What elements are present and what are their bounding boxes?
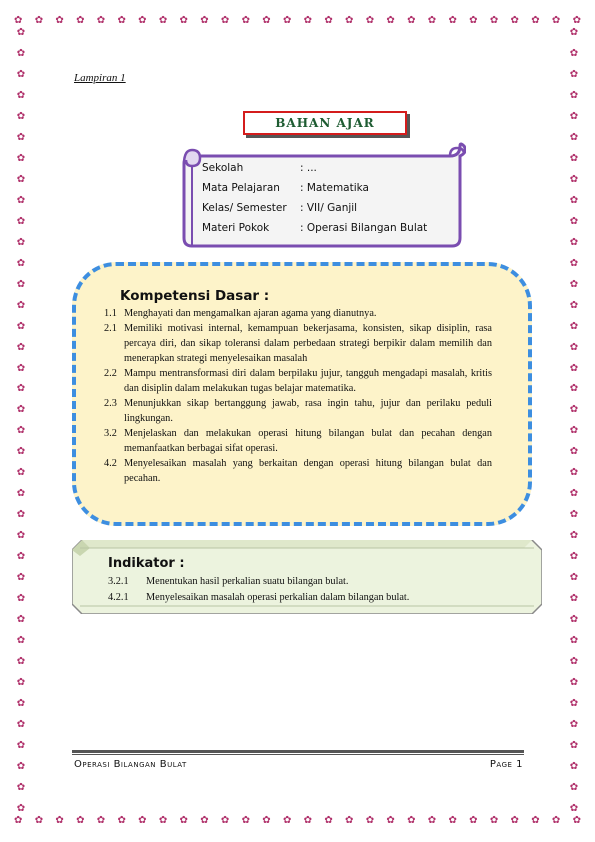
border-ornament-icon: ✿ [241, 15, 250, 26]
border-ornament-icon: ✿ [16, 173, 26, 185]
border-ornament-icon: ✿ [16, 656, 26, 668]
border-ornament-icon: ✿ [569, 572, 579, 584]
border-ornament-icon: ✿ [16, 718, 26, 730]
border-ornament-icon: ✿ [76, 815, 85, 826]
item-number: 2.1 [104, 323, 117, 334]
border-ornament-icon: ✿ [16, 488, 26, 500]
border-ornament-icon: ✿ [16, 781, 26, 793]
border-ornament-icon: ✿ [16, 236, 26, 248]
border-ornament-icon: ✿ [551, 15, 561, 26]
border-ornament-icon: ✿ [569, 760, 579, 772]
item-text: Menunjukkan sikap bertanggung jawab, rasa ingin tahu, jujur dan perilaku peduli lingkungan. [124, 398, 492, 424]
border-ornament-icon: ✿ [448, 815, 457, 826]
border-ornament-icon: ✿ [569, 739, 579, 751]
border-ornament-icon: ✿ [569, 425, 579, 437]
border-ornament-icon: ✿ [569, 152, 579, 164]
border-ornament-icon: ✿ [16, 593, 26, 605]
border-ornament-icon: ✿ [241, 815, 250, 826]
border-ornament-icon: ✿ [14, 815, 23, 826]
border-ornament-icon: ✿ [489, 815, 499, 826]
item-text: Menghayati dan mengamalkan ajaran agama yang dianutnya. [124, 308, 377, 319]
list-item [108, 574, 528, 590]
page-title: BAHAN AJAR [243, 111, 407, 135]
item-number: 2.3 [104, 398, 117, 409]
item-number: 1.1 [104, 308, 117, 319]
border-ornament-icon: ✿ [569, 215, 579, 227]
border-ornament-icon: ✿ [572, 815, 581, 826]
item-text: Menentukan hasil perkalian suatu bilangan bulat. [146, 576, 349, 587]
info-row [202, 218, 427, 238]
border-top [14, 14, 581, 28]
border-ornament-icon: ✿ [16, 362, 26, 374]
border-ornament-icon: ✿ [158, 815, 168, 826]
border-ornament-icon: ✿ [569, 383, 579, 395]
border-ornament-icon: ✿ [282, 815, 292, 826]
info-row [202, 178, 427, 198]
border-right [567, 28, 581, 814]
border-ornament-icon: ✿ [569, 677, 579, 689]
info-table [202, 158, 427, 238]
border-ornament-icon: ✿ [16, 341, 26, 353]
border-ornament-icon: ✿ [569, 781, 579, 793]
border-ornament-icon: ✿ [16, 467, 26, 479]
border-ornament-icon: ✿ [303, 15, 313, 26]
border-ornament-icon: ✿ [448, 15, 457, 26]
border-ornament-icon: ✿ [569, 467, 579, 479]
border-ornament-icon: ✿ [16, 739, 26, 751]
border-ornament-icon: ✿ [365, 815, 375, 826]
border-ornament-icon: ✿ [16, 68, 26, 80]
border-ornament-icon: ✿ [16, 551, 26, 563]
page-number: Page 1 [489, 759, 523, 770]
border-ornament-icon: ✿ [16, 215, 26, 227]
border-ornament-icon: ✿ [16, 802, 26, 814]
border-ornament-icon: ✿ [569, 27, 579, 38]
border-ornament-icon: ✿ [569, 47, 579, 59]
border-ornament-icon: ✿ [117, 815, 126, 826]
lampiran-label: Lampiran 1 [74, 72, 126, 84]
border-ornament-icon: ✿ [386, 815, 395, 826]
item-number: 3.2 [104, 428, 117, 439]
list-item [108, 590, 528, 606]
border-bottom [14, 814, 581, 828]
border-ornament-icon: ✿ [117, 15, 126, 26]
border-ornament-icon: ✿ [220, 815, 230, 826]
border-ornament-icon: ✿ [531, 15, 540, 26]
border-ornament-icon: ✿ [569, 89, 579, 101]
border-ornament-icon: ✿ [16, 47, 26, 59]
border-ornament-icon: ✿ [282, 15, 292, 26]
border-ornament-icon: ✿ [16, 152, 26, 164]
border-ornament-icon: ✿ [16, 320, 26, 332]
list-item [104, 366, 492, 396]
kompetensi-list [104, 306, 492, 486]
border-ornament-icon: ✿ [138, 15, 147, 26]
border-ornament-icon: ✿ [16, 530, 26, 542]
border-ornament-icon: ✿ [569, 593, 579, 605]
info-scroll [178, 142, 466, 250]
border-ornament-icon: ✿ [16, 760, 26, 772]
border-ornament-icon: ✿ [76, 15, 85, 26]
border-ornament-icon: ✿ [16, 404, 26, 416]
border-ornament-icon: ✿ [569, 68, 579, 80]
border-ornament-icon: ✿ [16, 131, 26, 143]
border-ornament-icon: ✿ [16, 677, 26, 689]
border-ornament-icon: ✿ [469, 15, 478, 26]
border-ornament-icon: ✿ [16, 278, 26, 290]
border-ornament-icon: ✿ [569, 110, 579, 122]
border-ornament-icon: ✿ [16, 425, 26, 437]
footer-divider-thin [72, 754, 524, 755]
border-ornament-icon: ✿ [262, 815, 271, 826]
border-ornament-icon: ✿ [569, 488, 579, 500]
item-number: 4.2 [104, 458, 117, 469]
border-ornament-icon: ✿ [34, 815, 44, 826]
item-number: 4.2.1 [108, 592, 129, 603]
item-number: 3.2.1 [108, 576, 129, 587]
border-ornament-icon: ✿ [16, 635, 26, 647]
border-ornament-icon: ✿ [469, 815, 478, 826]
border-ornament-icon: ✿ [386, 15, 395, 26]
border-ornament-icon: ✿ [531, 815, 540, 826]
info-value: : VII/ Ganjil [300, 202, 358, 214]
border-ornament-icon: ✿ [262, 15, 271, 26]
border-ornament-icon: ✿ [16, 110, 26, 122]
info-row [202, 198, 427, 218]
border-ornament-icon: ✿ [16, 194, 26, 206]
border-ornament-icon: ✿ [16, 572, 26, 584]
indikator-heading: Indikator : [108, 556, 185, 571]
item-text: Menjelaskan dan melakukan operasi hitung bilangan bulat dan pecahan dengan memanfaatkan berbagai sifat operasi. [124, 428, 492, 454]
border-ornament-icon: ✿ [14, 15, 23, 26]
list-item [104, 321, 492, 366]
border-ornament-icon: ✿ [510, 815, 519, 826]
border-ornament-icon: ✿ [569, 802, 579, 814]
border-ornament-icon: ✿ [16, 698, 26, 709]
border-ornament-icon: ✿ [569, 362, 579, 374]
border-ornament-icon: ✿ [407, 815, 416, 826]
border-ornament-icon: ✿ [55, 15, 64, 26]
border-ornament-icon: ✿ [179, 15, 188, 26]
border-ornament-icon: ✿ [569, 551, 579, 563]
info-key: Materi Pokok [202, 222, 270, 234]
info-key: Mata Pelajaran [202, 182, 280, 194]
item-number: 2.2 [104, 368, 117, 379]
border-ornament-icon: ✿ [16, 27, 26, 38]
border-ornament-icon: ✿ [569, 194, 579, 206]
border-ornament-icon: ✿ [16, 257, 26, 269]
border-ornament-icon: ✿ [551, 815, 561, 826]
border-left [14, 28, 28, 814]
item-text: Menyelesaikan masalah yang berkaitan dengan operasi hitung bilangan bulat dan pecahan. [124, 458, 492, 484]
border-ornament-icon: ✿ [16, 509, 26, 521]
kompetensi-heading: Kompetensi Dasar : [120, 288, 270, 304]
border-ornament-icon: ✿ [569, 173, 579, 185]
border-ornament-icon: ✿ [16, 299, 26, 311]
border-ornament-icon: ✿ [345, 15, 354, 26]
border-ornament-icon: ✿ [16, 383, 26, 395]
border-ornament-icon: ✿ [324, 15, 333, 26]
border-ornament-icon: ✿ [96, 815, 106, 826]
border-ornament-icon: ✿ [16, 614, 26, 626]
border-ornament-icon: ✿ [365, 15, 375, 26]
footer-title: Operasi Bilangan Bulat [74, 759, 187, 770]
border-ornament-icon: ✿ [96, 15, 106, 26]
list-item [104, 306, 492, 321]
footer-divider [72, 750, 524, 753]
indikator-list [108, 574, 528, 606]
border-ornament-icon: ✿ [303, 815, 313, 826]
item-text: Memiliki motivasi internal, kemampuan bekerjasama, konsisten, sikap disiplin, rasa percaya diri, dan sikap toleransi dalam perbedaan strategi berpikir dalam memilih dan menerapkan strategi menyelesaikan masalah [124, 323, 492, 364]
border-ornament-icon: ✿ [569, 341, 579, 353]
border-ornament-icon: ✿ [569, 278, 579, 290]
border-ornament-icon: ✿ [138, 815, 147, 826]
info-value: : Operasi Bilangan Bulat [300, 222, 428, 234]
border-ornament-icon: ✿ [179, 815, 188, 826]
info-row [202, 158, 427, 178]
item-text: Mampu mentransformasi diri dalam berpilaku jujur, tangguh mengadapi masalah, kritis dan disiplin dalam melakukan tugas belajar matematika. [124, 368, 492, 394]
border-ornament-icon: ✿ [345, 815, 354, 826]
border-ornament-icon: ✿ [158, 15, 168, 26]
border-ornament-icon: ✿ [569, 320, 579, 332]
border-ornament-icon: ✿ [16, 446, 26, 458]
info-value: : Matematika [300, 182, 369, 194]
border-ornament-icon: ✿ [569, 257, 579, 269]
border-ornament-icon: ✿ [569, 718, 579, 730]
info-key: Kelas/ Semester [202, 202, 287, 214]
border-ornament-icon: ✿ [55, 815, 64, 826]
border-ornament-icon: ✿ [489, 15, 499, 26]
border-ornament-icon: ✿ [572, 15, 581, 26]
info-value: : ... [300, 162, 317, 174]
border-ornament-icon: ✿ [34, 15, 44, 26]
border-ornament-icon: ✿ [569, 509, 579, 521]
list-item [104, 426, 492, 456]
border-ornament-icon: ✿ [569, 656, 579, 668]
border-ornament-icon: ✿ [569, 299, 579, 311]
list-item [104, 456, 492, 486]
border-ornament-icon: ✿ [569, 446, 579, 458]
border-ornament-icon: ✿ [569, 404, 579, 416]
info-key: Sekolah [202, 162, 244, 174]
border-ornament-icon: ✿ [569, 698, 579, 709]
border-ornament-icon: ✿ [427, 815, 437, 826]
item-text: Menyelesaikan masalah operasi perkalian dalam bilangan bulat. [146, 592, 410, 603]
border-ornament-icon: ✿ [569, 635, 579, 647]
border-ornament-icon: ✿ [407, 15, 416, 26]
border-ornament-icon: ✿ [16, 89, 26, 101]
border-ornament-icon: ✿ [200, 815, 209, 826]
border-ornament-icon: ✿ [200, 15, 209, 26]
border-ornament-icon: ✿ [220, 15, 230, 26]
border-ornament-icon: ✿ [569, 131, 579, 143]
border-ornament-icon: ✿ [427, 15, 437, 26]
border-ornament-icon: ✿ [569, 236, 579, 248]
list-item [104, 396, 492, 426]
border-ornament-icon: ✿ [324, 815, 333, 826]
border-ornament-icon: ✿ [569, 614, 579, 626]
border-ornament-icon: ✿ [510, 15, 519, 26]
border-ornament-icon: ✿ [569, 530, 579, 542]
